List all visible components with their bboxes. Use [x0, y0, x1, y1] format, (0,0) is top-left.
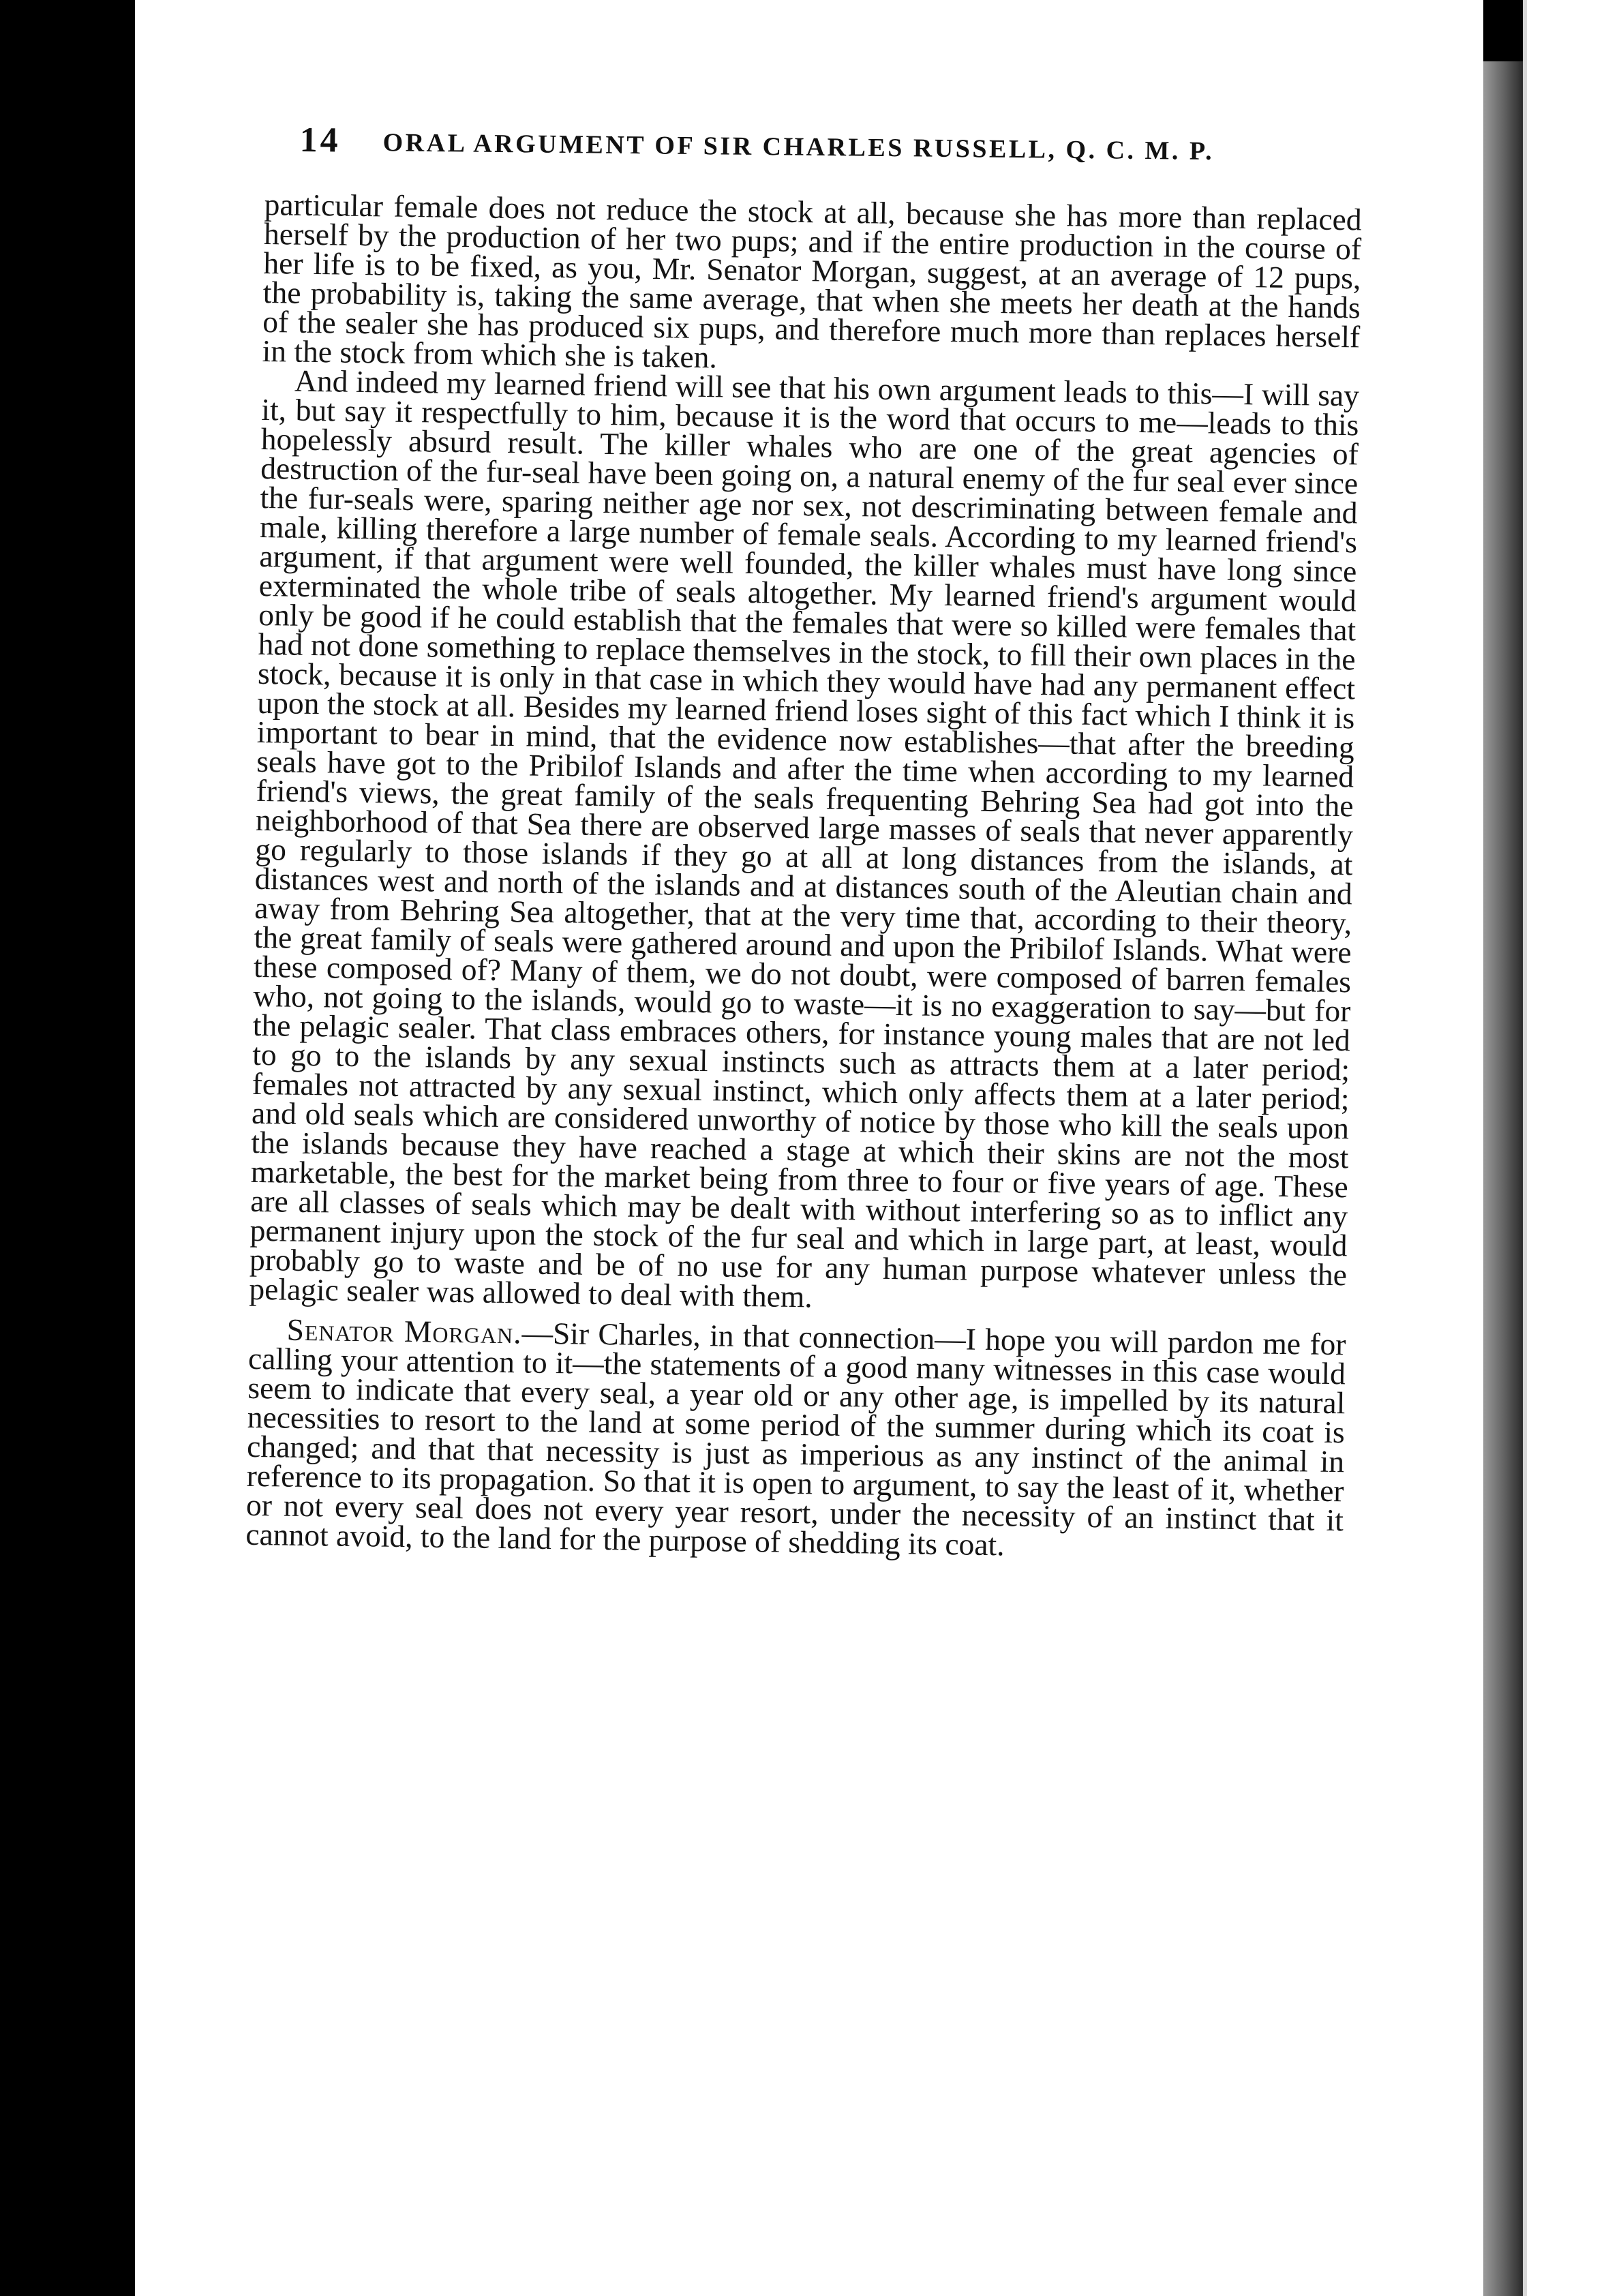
paragraph-argument: And indeed my learned friend will see that his own argument leads to this—I will say it, but say it respectfully to him, because it is the word that occurs to me—leads to this hopelessly absurd result. The killer whales who are one of the great agencies of destruction of the fur-seal have been going on, a natural enemy of the fur seal ever since the fur-seals were, sparing neither age nor sex, not descriminating between female and male, killing therefore a large number of female seals. According to my learned friend's argument, if that argument were well founded, the killer whales must have long since exterminated the whole tribe of seals altogether. My learned friend's argument would only be good if he could establish that the females that were so killed were females that had not done something to replace themselves in the stock, to fill their own places in the stock, because it is only in that case in which they would have had any permanent effect upon the stock at all. Besides my learned friend loses sight of this fact which I think it is important to bear in mind, that the evidence now establishes—that after the breeding seals have got to the Pribilof Islands and after the time when according to my learned friend's views, the great family of the seals frequenting Behring Sea had got into the neighborhood of that Sea there are observed large masses of seals that never apparently go regularly to those islands if they go at all at long distances from the islands, at distances west and north of the islands and at distances south of the Aleutian chain and away from Behring Sea altogether, that at the very time that, according to their theory, the great family of seals were gathered around and upon the Pribilof Islands. What were these composed of? Many of them, we do not doubt, were composed of barren females who, not going to the islands, would go to waste—it is no exaggeration to say—but for the pelagic sealer. That class embraces others, for instance young males that are not led to go to the islands by any sexual instincts such as attracts them at a later period; females not attracted by any sexual instinct, which only affects them at a later period; and old seals which are considered unworthy of notice by those who kill the seals upon the islands because they have reached a stage at which their skins are not the most marketable, the best for the market being from three to four or five years of age. These are all classes of seals which may be dealt with without interfering so as to inflict any permanent injury upon the stock of the fur seal and which in large part, at least, would probably go to waste and be of no use for any human purpose whatever unless the pelagic sealer was allowed to deal with them.: [249, 363, 1360, 1314]
facing-page-margin: [1527, 0, 1606, 2296]
paragraph-continued: particular female does not reduce the stock at all, because she has more than replaced herself by the production of her two pups; and if the entire production in the course of her life is to be fixed, as you, Mr. Senator Morgan, suggest, at an average of 12 pups, the probability is, taking the same average, that when she meets her death at the hands of the sealer she has produced six pups, and therefore much more than replaces herself in the stock from which she is taken.: [262, 187, 1362, 375]
paragraph-senator-morgan: [245, 1314, 1346, 1564]
page-edge-shadow: [1483, 61, 1523, 2296]
page-number: 14: [299, 120, 341, 160]
body-text: [245, 187, 1362, 1564]
speaker-name: Senator Morgan.: [286, 1312, 522, 1350]
speech-text: —Sir Charles, in that connection—I hope you will pardon me for calling your attention to it—the statements of a good many witnesses in this case would seem to indicate that every seal, a year old or any other age, is impelled by its natural necessities to resort to the land at some period of the summer during which its coat is changed; and that that necessity is just as imperious as any instinct of the animal in reference to its propagation. So that it is open to argument, to say the least of it, whether or not every seal does not every year resort, under the necessity of an instinct that it cannot avoid, to the land for the purpose of shedding its coat.: [245, 1315, 1346, 1562]
running-title: ORAL ARGUMENT OF SIR CHARLES RUSSELL, Q. C. M. P.: [382, 128, 1215, 166]
